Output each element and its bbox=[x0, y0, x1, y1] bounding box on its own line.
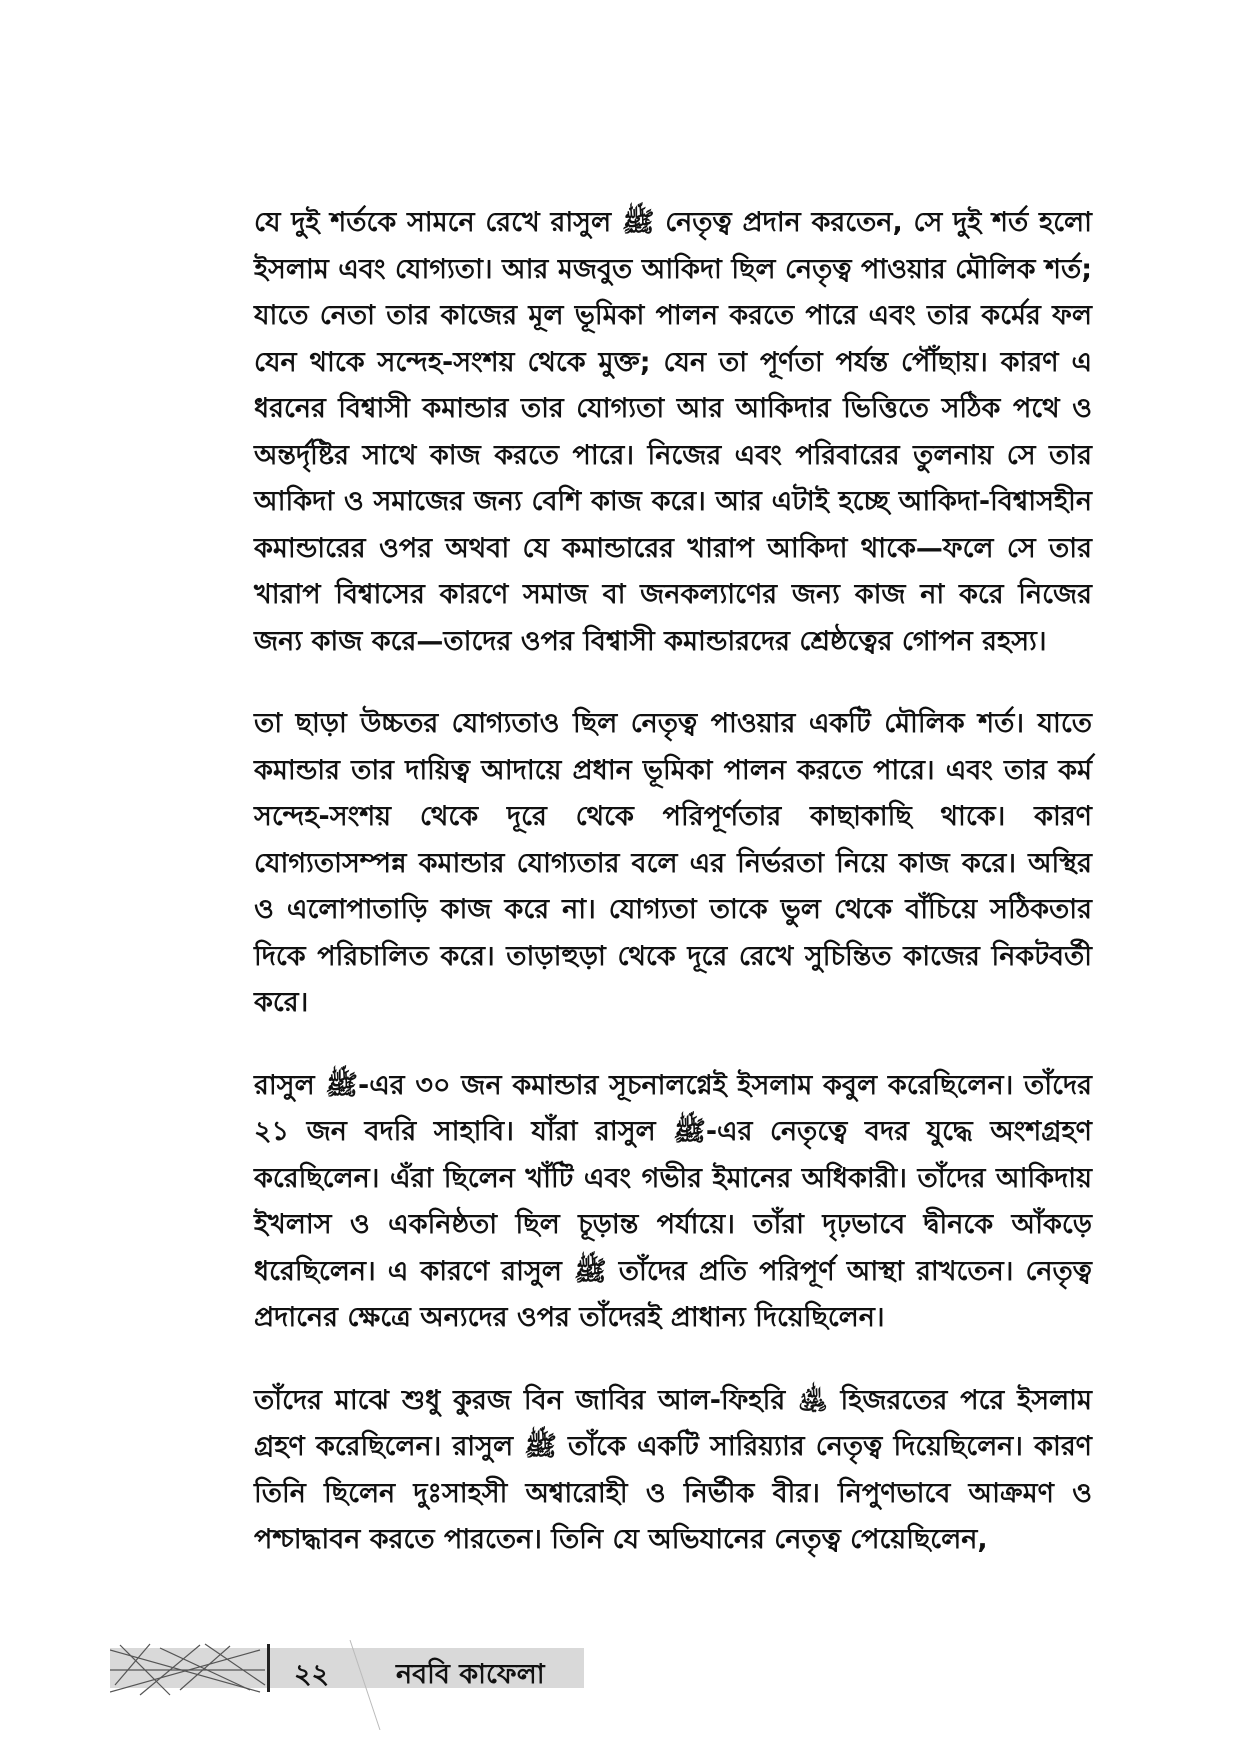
page-body bbox=[254, 200, 1092, 1600]
paragraph-3: রাসুল ﷺ-এর ৩০ জন কমান্ডার সূচনালগ্নেই ইসলাম কবুল করেছিলেন। তাঁদের ২১ জন বদরি সাহাবি। যাঁরা রাসুল ﷺ-এর নেতৃত্বে বদর যুদ্ধে অংশগ্রহণ করেছিলেন। এঁরা ছিলেন খাঁটি এবং গভীর ইমানের অধিকারী। তাঁদের আকিদায় ইখলাস ও একনিষ্ঠতা ছিল চূড়ান্ত পর্যায়ে। তাঁরা দৃঢ়ভাবে দ্বীনকে আঁকড়ে ধরেছিলেন। এ কারণে রাসুল ﷺ তাঁদের প্রতি পরিপূর্ণ আস্থা রাখতেন। নেতৃত্ব প্রদানের ক্ষেত্রে অন্যদের ওপর তাঁদেরই প্রাধান্য দিয়েছিলেন। bbox=[254, 1069, 1093, 1333]
paragraph-4: তাঁদের মাঝে শুধু কুরজ বিন জাবির আল-ফিহরি ﵁ হিজরতের পরে ইসলাম গ্রহণ করেছিলেন। রাসুল ﷺ তাঁকে একটি সারিয়্যার নেতৃত্ব দিয়েছিলেন। কারণ তিনি ছিলেন দুঃসাহসী অশ্বারোহী ও নির্ভীক বীর। নিপুণভাবে আক্রমণ ও পশ্চাদ্ধাবন করতে পারতেন। তিনি যে অভিযানের নেতৃত্ব পেয়েছিলেন, bbox=[254, 1384, 1092, 1555]
paragraph-2: তা ছাড়া উচ্চতর যোগ্যতাও ছিল নেতৃত্ব পাওয়ার একটি মৌলিক শর্ত। যাতে কমান্ডার তার দায়িত্ব আদায়ে প্রধান ভূমিকা পালন করতে পারে। এবং তার কর্ম সন্দেহ-সংশয় থেকে দূরে থেকে পরিপূর্ণতার কাছাকাছি থাকে। কারণ যোগ্যতাসম্পন্ন কমান্ডার যোগ্যতার বলে এর নির্ভরতা নিয়ে কাজ করে। অস্থির ও এলোপাতাড়ি কাজ করে না। যোগ্যতা তাকে ভুল থেকে বাঁচিয়ে সঠিকতার দিকে পরিচালিত করে। তাড়াহুড়া থেকে দূরে রেখে সুচিন্তিত কাজের নিকটবর্তী করে। bbox=[254, 708, 1092, 1018]
footer-slash-line bbox=[340, 1640, 400, 1730]
page-number: ২২ bbox=[294, 1659, 330, 1690]
page-footer bbox=[0, 1640, 1240, 1730]
paragraph-1: যে দুই শর্তকে সামনে রেখে রাসুল ﷺ নেতৃত্ব প্রদান করতেন, সে দুই শর্ত হলো ইসলাম এবং যোগ্যতা। আর মজবুত আকিদা ছিল নেতৃত্ব পাওয়ার মৌলিক শর্ত; যাতে নেতা তার কাজের মূল ভূমিকা পালন করতে পারে এবং তার কর্মের ফল যেন থাকে সন্দেহ-সংশয় থেকে মুক্ত; যেন তা পূর্ণতা পর্যন্ত পৌঁছায়। কারণ এ ধরনের বিশ্বাসী কমান্ডার তার যোগ্যতা আর আকিদার ভিত্তিতে সঠিক পথে ও অন্তর্দৃষ্টির সাথে কাজ করতে পারে। নিজের এবং পরিবারের তুলনায় সে তার আকিদা ও সমাজের জন্য বেশি কাজ করে। আর এটাই হচ্ছে আকিদা-বিশ্বাসহীন কমান্ডারের ওপর অথবা যে কমান্ডারের খারাপ আকিদা থাকে—ফলে সে তার খারাপ বিশ্বাসের কারণে সমাজ বা জনকল্যাণের জন্য কাজ না করে নিজের জন্য কাজ করে—তাদের ওপর বিশ্বাসী কমান্ডারদের শ্রেষ্ঠত্বের গোপন রহস্য। bbox=[254, 207, 1092, 657]
footer-divider bbox=[267, 1644, 270, 1692]
book-title: নববি কাফেলা bbox=[396, 1659, 545, 1690]
footer-decoration bbox=[110, 1640, 270, 1700]
